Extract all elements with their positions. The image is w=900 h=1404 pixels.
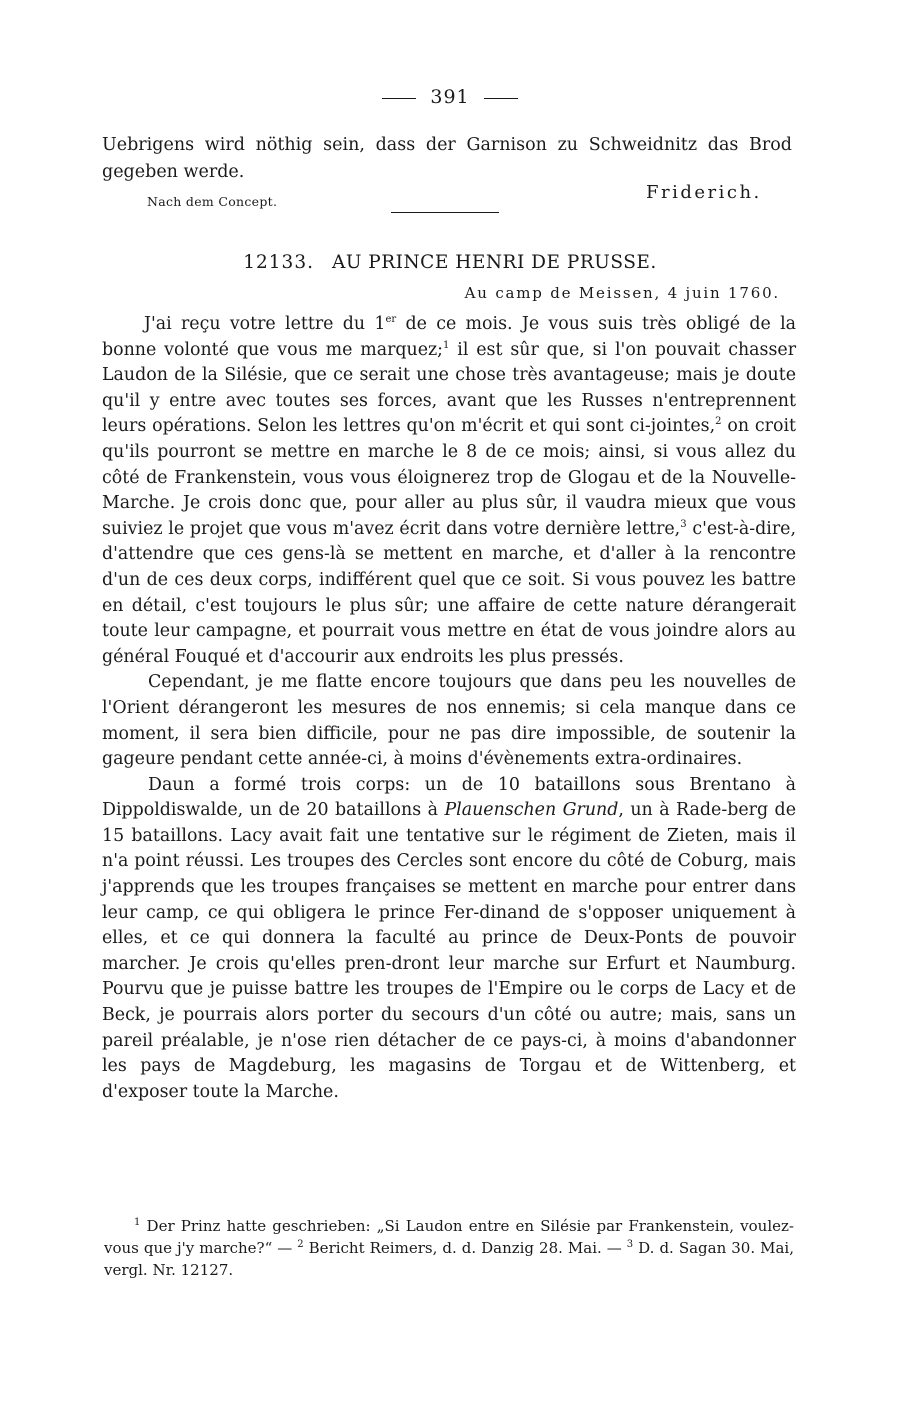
- footnote-mark-2: 2: [297, 1239, 304, 1250]
- paragraph-3: [102, 773, 796, 1106]
- footnote-ref-1: 1: [443, 339, 450, 351]
- header-dash-right: [484, 98, 518, 99]
- section-separator: [391, 212, 499, 213]
- paragraph-1: [102, 312, 796, 670]
- p1-text-d: on croit qu'ils pourront se mettre en marche le 8 de ce mois; ainsi, si vous allez du côté de Frankenstein, vous vous éloignerez trop de Glogau et de la Nouvelle-Marche. Je crois donc que, pour aller au plus sûr, il vaudra mieux que vous suiviez le projet que vous m'avez écrit dans votre dernière lettre,: [102, 416, 796, 539]
- p1-text-b: de ce mois. Je vous suis très obligé de la bonne volonté que vous me marquez;: [102, 314, 796, 360]
- ordinal-superscript: er: [385, 314, 397, 326]
- footnote-block: [104, 1215, 794, 1281]
- letter-recipient: AU PRINCE HENRI DE PRUSSE.: [331, 252, 657, 273]
- previous-letter-closing: Uebrigens wird nöthig sein, dass der Garnison zu Schweidnitz das Brod gegeben werde.: [102, 135, 792, 182]
- p1-text-e: c'est-à-dire, d'attendre que ces gens-là se mettent en marche, et d'aller à la rencontre d'un de ces deux corps, indifférent quel que ce soit. Si vous pouvez les battre en détail, c'est toujours le plus sûr; une affaire de cette nature dérangerait toute leur campagne, et pourrait vous mettre en état de vous joindre alors au général Fouqué et d'accourir aux endroits les plus pressés.: [102, 518, 797, 667]
- footnote-2: Bericht Reimers, d. d. Danzig 28. Mai. —: [303, 1239, 627, 1257]
- footnote-3: D. d. Sagan 30. Mai, vergl. Nr. 12127.: [104, 1239, 794, 1279]
- signature: Friderich.: [646, 182, 762, 203]
- footnotes: [104, 1215, 794, 1281]
- source-note: Nach dem Concept.: [147, 194, 278, 209]
- p3-text-a: Daun a formé trois corps: un de 10 bataillons sous Brentano à Dippoldiswalde, un de 20 bataillons à: [102, 774, 796, 821]
- footnote-mark-1: 1: [134, 1217, 141, 1228]
- p3-text-b: , un à Rade-berg de 15 bataillons. Lacy avait fait une tentative sur le régiment de Zieten, mais il n'a point réussi. Les troupes des Cercles sont encore du côté de Coburg, mais j'apprends que les troupes françaises se mettent en marche pour entrer dans leur camp, ce qui obligera le prince Fer-dinand de s'opposer uniquement à elles, et ce qui donnera la faculté au prince de Deux-Ponts de pouvoir marcher. Je crois qu'elles pren-dront leur marche sur Erfurt et Naumburg. Pourvu que je puisse battre les troupes de l'Empire ou le corps de Lacy et de Beck, je pourrais alors porter du secours d'un côté ou autre; mais, sans un pareil préalable, je n'ose rien détacher de ce pays-ci, à moins d'abandonner les pays de Magdeburg, les magasins de Torgau et de Wittenberg, et d'exposer toute la Marche.: [102, 800, 796, 1102]
- footnote-ref-2: 2: [715, 416, 722, 428]
- footnote-mark-3: 3: [626, 1239, 634, 1250]
- letter-dateline: Au camp de Meissen, 4 juin 1760.: [464, 284, 780, 302]
- p1-text-a: J'ai reçu votre lettre du 1: [144, 314, 386, 334]
- page-number: 391: [430, 86, 470, 108]
- letter-number: 12133.: [243, 252, 314, 273]
- paragraph-2: Cependant, je me flatte encore toujours que dans peu les nouvelles de l'Orient dérangeront les mesures de nos ennemis; si cela manque dans ce moment, il sera bien difficile, pour ne pas dire impossible, de soutenir la gageure pendant cette année-ci, à moins d'évènements extra-ordinaires.: [102, 672, 796, 770]
- p3-italic-place: Plauenschen Grund: [444, 800, 619, 821]
- letter-heading: [0, 252, 900, 273]
- letter-body: [102, 312, 796, 1105]
- page-header: [0, 86, 900, 108]
- footnote-1: Der Prinz hatte geschrieben: „Si Laudon entre en Silésie par Frankenstein, voulez-vous que j'y marche?“ —: [104, 1217, 794, 1257]
- header-dash-left: [382, 98, 416, 99]
- footnote-ref-3: 3: [680, 518, 687, 530]
- p1-text-c: il est sûr que, si l'on pouvait chasser Laudon de la Silésie, que ce serait une chose très avantageuse; mais je doute qu'il y entre avec toutes ses forces, avant que les Russes n'entreprennent leurs opérations. Selon les lettres qu'on m'écrit et qui sont ci-jointes,: [102, 339, 797, 437]
